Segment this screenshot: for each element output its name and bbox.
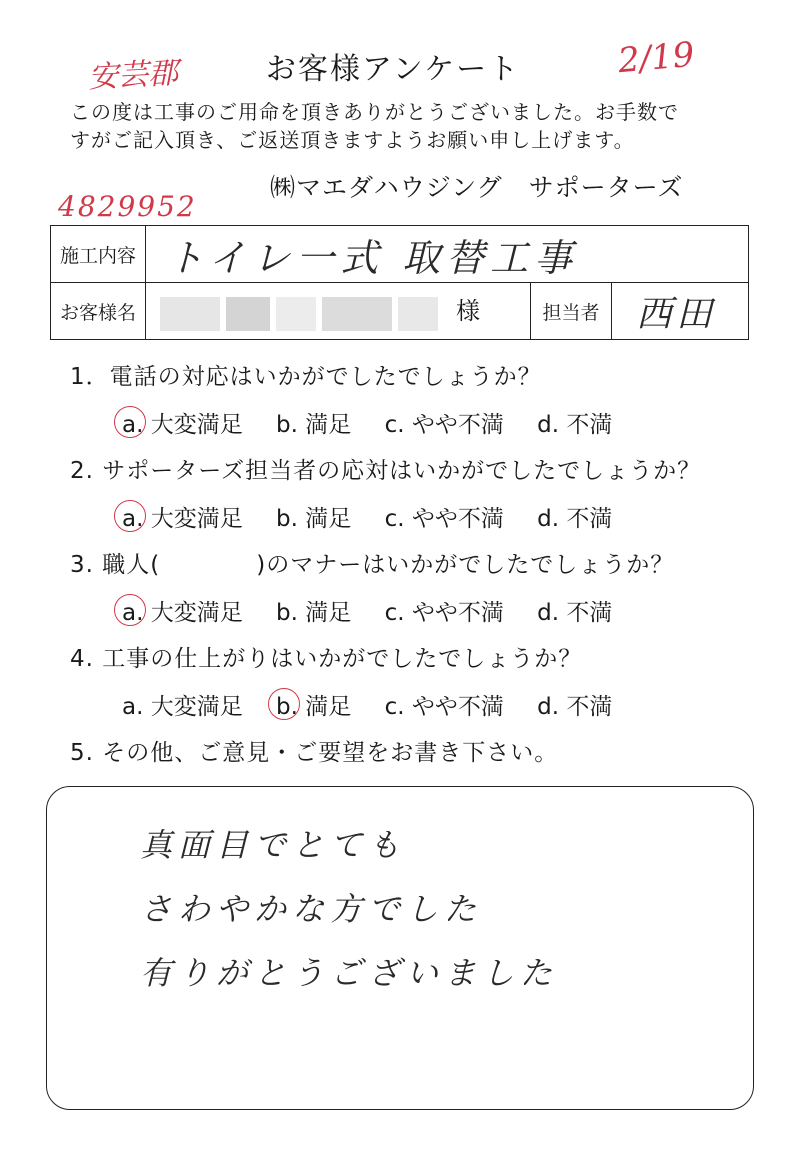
option-d[interactable]: d. 不満 xyxy=(537,412,613,438)
selection-circle xyxy=(114,500,146,532)
question-text: 電話の対応はいかがでしたでしょうか？ xyxy=(109,364,542,390)
option-a[interactable]: a. 大変満足 xyxy=(122,594,243,627)
company-name: ㈱マエダハウジング サポーターズ xyxy=(270,173,684,202)
customer-row xyxy=(51,283,749,340)
question-1 xyxy=(70,358,542,391)
customer-number: 4829952 xyxy=(58,190,197,223)
answers-1 xyxy=(122,406,638,439)
honorific: 様 xyxy=(456,297,481,326)
question-text: サポーターズ担当者の応対はいかがでしたでしょうか？ xyxy=(102,458,702,484)
work-row xyxy=(51,226,749,283)
redaction-block xyxy=(398,297,438,331)
answers-3 xyxy=(122,594,638,627)
redaction-block xyxy=(160,297,220,331)
answers-4 xyxy=(122,688,638,721)
answers-2 xyxy=(122,500,638,533)
question-2 xyxy=(70,452,701,485)
option-d[interactable]: d. 不満 xyxy=(537,694,613,720)
intro-line-1: この度は工事のご用命を頂きありがとうございました。お手数で xyxy=(70,100,679,124)
redaction-block xyxy=(226,297,270,331)
option-b[interactable]: b. 満足 xyxy=(276,412,352,438)
info-table xyxy=(50,225,749,340)
work-value xyxy=(146,226,749,283)
question-text: 職人( )のマナーはいかがでしたでしょうか？ xyxy=(102,552,675,578)
redaction-block xyxy=(276,297,316,331)
selection-circle xyxy=(268,688,300,720)
work-value-text: トイレ一式 取替工事 xyxy=(166,235,579,280)
date-note: 2/19 xyxy=(616,34,696,82)
comment-line-3: 有りがとうございました xyxy=(140,954,559,992)
option-b[interactable]: b. 満足 xyxy=(276,506,352,532)
intro-line-2: すがご記入頂き、ご返送頂きますようお願い申し上げます。 xyxy=(70,128,635,152)
staff-value-text: 西田 xyxy=(636,293,717,335)
option-d[interactable]: d. 不満 xyxy=(537,506,613,532)
option-b[interactable]: b. 満足 xyxy=(276,600,352,626)
selection-circle xyxy=(114,594,146,626)
question-number: 1． xyxy=(70,364,110,390)
option-a[interactable]: a. 大変満足 xyxy=(122,694,243,720)
work-label: 施工内容 xyxy=(51,226,146,283)
option-c[interactable]: c. やや不満 xyxy=(384,412,504,438)
option-c[interactable]: c. やや不満 xyxy=(384,506,504,532)
staff-value xyxy=(612,283,749,340)
customer-label: お客様名 xyxy=(51,283,146,340)
question-5 xyxy=(70,734,558,767)
comment-line-2: さわやかな方でした xyxy=(140,890,483,928)
redaction-block xyxy=(322,297,392,331)
staff-label: 担当者 xyxy=(531,283,612,340)
option-b[interactable]: b. 満足 xyxy=(276,688,351,721)
option-a[interactable]: a. 大変満足 xyxy=(122,500,243,533)
option-c[interactable]: c. やや不満 xyxy=(384,694,504,720)
question-number: 5. xyxy=(70,740,94,766)
question-text: その他、ご意見・ご要望をお書き下さい。 xyxy=(102,740,559,766)
region-note: 安芸郡 xyxy=(87,55,180,96)
option-d[interactable]: d. 不満 xyxy=(537,600,613,626)
survey-title: お客様アンケート xyxy=(265,52,521,87)
option-c[interactable]: c. やや不満 xyxy=(384,600,504,626)
comment-line-1: 真面目でとても xyxy=(140,826,407,864)
question-number: 3. xyxy=(70,552,94,578)
selection-circle xyxy=(114,406,146,438)
option-a[interactable]: a. 大変満足 xyxy=(122,406,243,439)
customer-name-redacted xyxy=(146,283,531,340)
question-3 xyxy=(70,546,674,579)
question-4 xyxy=(70,640,582,673)
question-number: 4. xyxy=(70,646,94,672)
question-text: 工事の仕上がりはいかがでしたでしょうか？ xyxy=(102,646,583,672)
question-number: 2. xyxy=(70,458,94,484)
